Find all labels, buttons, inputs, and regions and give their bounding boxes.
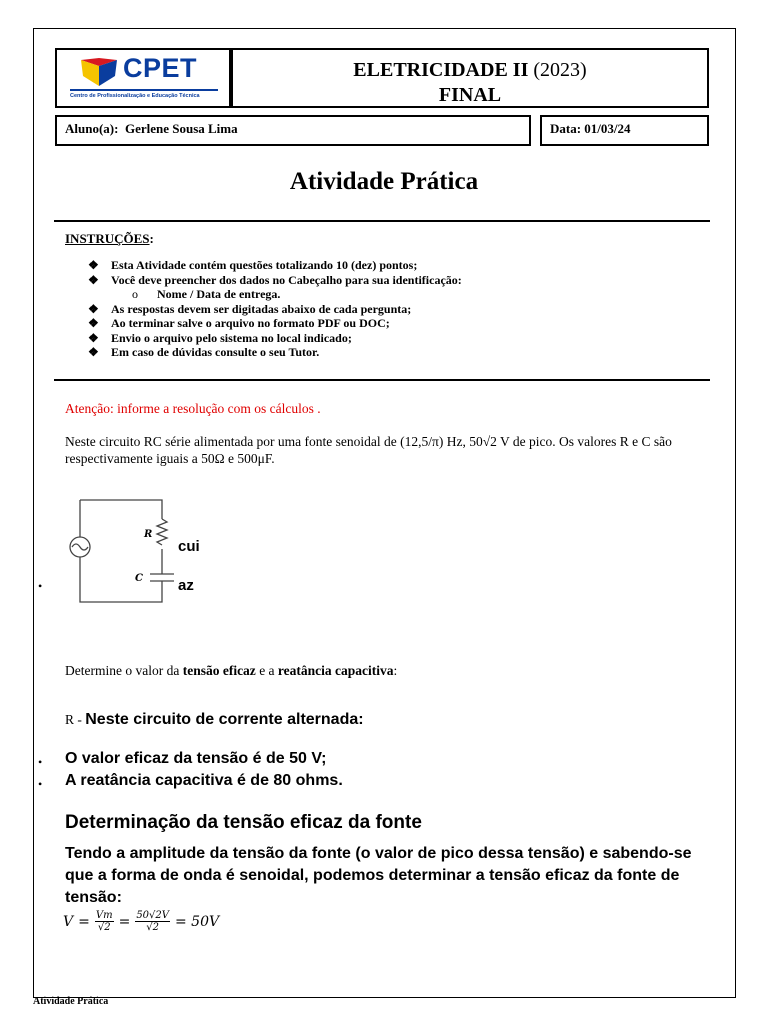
student-field[interactable]	[55, 115, 531, 146]
diamond-bullet-icon: ❖	[88, 272, 99, 287]
section-title: Determinação da tensão eficaz da fonte	[65, 812, 422, 833]
answer-item: O valor eficaz da tensão é de 50 V;	[65, 750, 327, 767]
exam-type: FINAL	[438, 84, 502, 106]
formula-equals: =	[118, 913, 131, 930]
logo-name: CPET	[123, 53, 198, 83]
answer-item: A reatância capacitiva é de 80 ohms.	[65, 772, 343, 789]
page-title: Atividade Prática	[289, 168, 479, 195]
logo-divider	[70, 89, 218, 91]
problem-statement: Neste circuito RC série alimentada por uma fonte senoidal de (12,5/π) Hz, 50√2 V de pico. Os valores R e C são respectivamente iguais a 50Ω e 500μF.	[65, 434, 672, 466]
section-body: Tendo a amplitude da tensão da fonte (o valor de pico dessa tensão) e sabendo-se que a forma de onda é senoidal, podemos determinar a tensão eficaz da fonte de tensão:	[65, 845, 692, 906]
formula-result: = 50V	[175, 913, 220, 930]
instructions-list	[88, 258, 462, 360]
circle-bullet-icon: o	[132, 287, 138, 301]
logo-box	[55, 48, 231, 108]
list-item: ❖ Em caso de dúvidas consulte o seu Tutor.	[88, 345, 320, 359]
diamond-bullet-icon: ❖	[88, 316, 99, 330]
course-title-box	[231, 48, 709, 108]
circuit-label-az: az	[178, 577, 194, 594]
date-field[interactable]	[540, 115, 709, 146]
rms-formula	[63, 910, 219, 933]
formula-lhs: V	[63, 913, 74, 930]
capacitor-label: C	[135, 573, 143, 584]
page-footer: Atividade Prática	[33, 996, 109, 1007]
divider-bottom	[54, 379, 710, 381]
resistor-icon	[157, 519, 167, 545]
bullet-icon: •	[38, 755, 43, 769]
resistor-label: R	[144, 529, 153, 540]
list-item: ❖ Ao terminar salve o arquivo no formato PDF ou DOC;	[88, 316, 390, 330]
divider-top	[54, 220, 710, 222]
question-text: Determine o valor da tensão eficaz e a reatância capacitiva:	[65, 663, 398, 678]
bullet-icon: •	[38, 777, 43, 791]
student-name: Gerlene Sousa Lima	[124, 121, 238, 136]
date-value: 01/03/24	[584, 121, 631, 136]
date-label: Data:	[550, 121, 582, 136]
bullet-icon: •	[38, 579, 43, 593]
list-item: ❖ Esta Atividade contém questões totalizando 10 (dez) pontos;	[88, 258, 418, 272]
list-subitem: o Nome / Data de entrega.	[132, 287, 281, 301]
rc-circuit-diagram	[62, 492, 182, 607]
formula-equals: =	[78, 913, 90, 930]
student-label: Aluno(a):	[65, 121, 119, 136]
circuit-label-cui: cui	[178, 538, 200, 555]
formula-fraction-1: $\frac{Vm}{√2}$	[95, 910, 113, 933]
list-item: ❖ As respostas devem ser digitadas abaixo de cada pergunta;	[88, 301, 412, 316]
diamond-bullet-icon: ❖	[88, 301, 99, 316]
cpet-logo-icon	[79, 56, 119, 88]
instructions-title: INSTRUÇÕES:	[65, 231, 154, 246]
diamond-bullet-icon: ❖	[88, 330, 99, 345]
diamond-bullet-icon: ❖	[88, 258, 99, 272]
list-item: ❖ Envio o arquivo pelo sistema no local indicado;	[88, 330, 352, 345]
answer-intro: R - Neste circuito de corrente alternada:	[65, 711, 364, 728]
course-year: (2023)	[533, 59, 587, 81]
attention-note: Atenção: informe a resolução com os cálculos .	[65, 401, 321, 416]
diamond-bullet-icon: ❖	[88, 345, 99, 359]
logo-subtitle: Centro de Profissionalização e Educação Técnica	[70, 93, 200, 99]
list-item: ❖ Você deve preencher dos dados no Cabeçalho para sua identificação:	[88, 272, 462, 287]
formula-fraction-2: $\frac{50√2V}{√2}$	[136, 910, 169, 933]
course-title-line	[233, 59, 707, 82]
capacitor-icon	[150, 574, 174, 581]
course-title: ELETRICIDADE II	[353, 59, 529, 81]
